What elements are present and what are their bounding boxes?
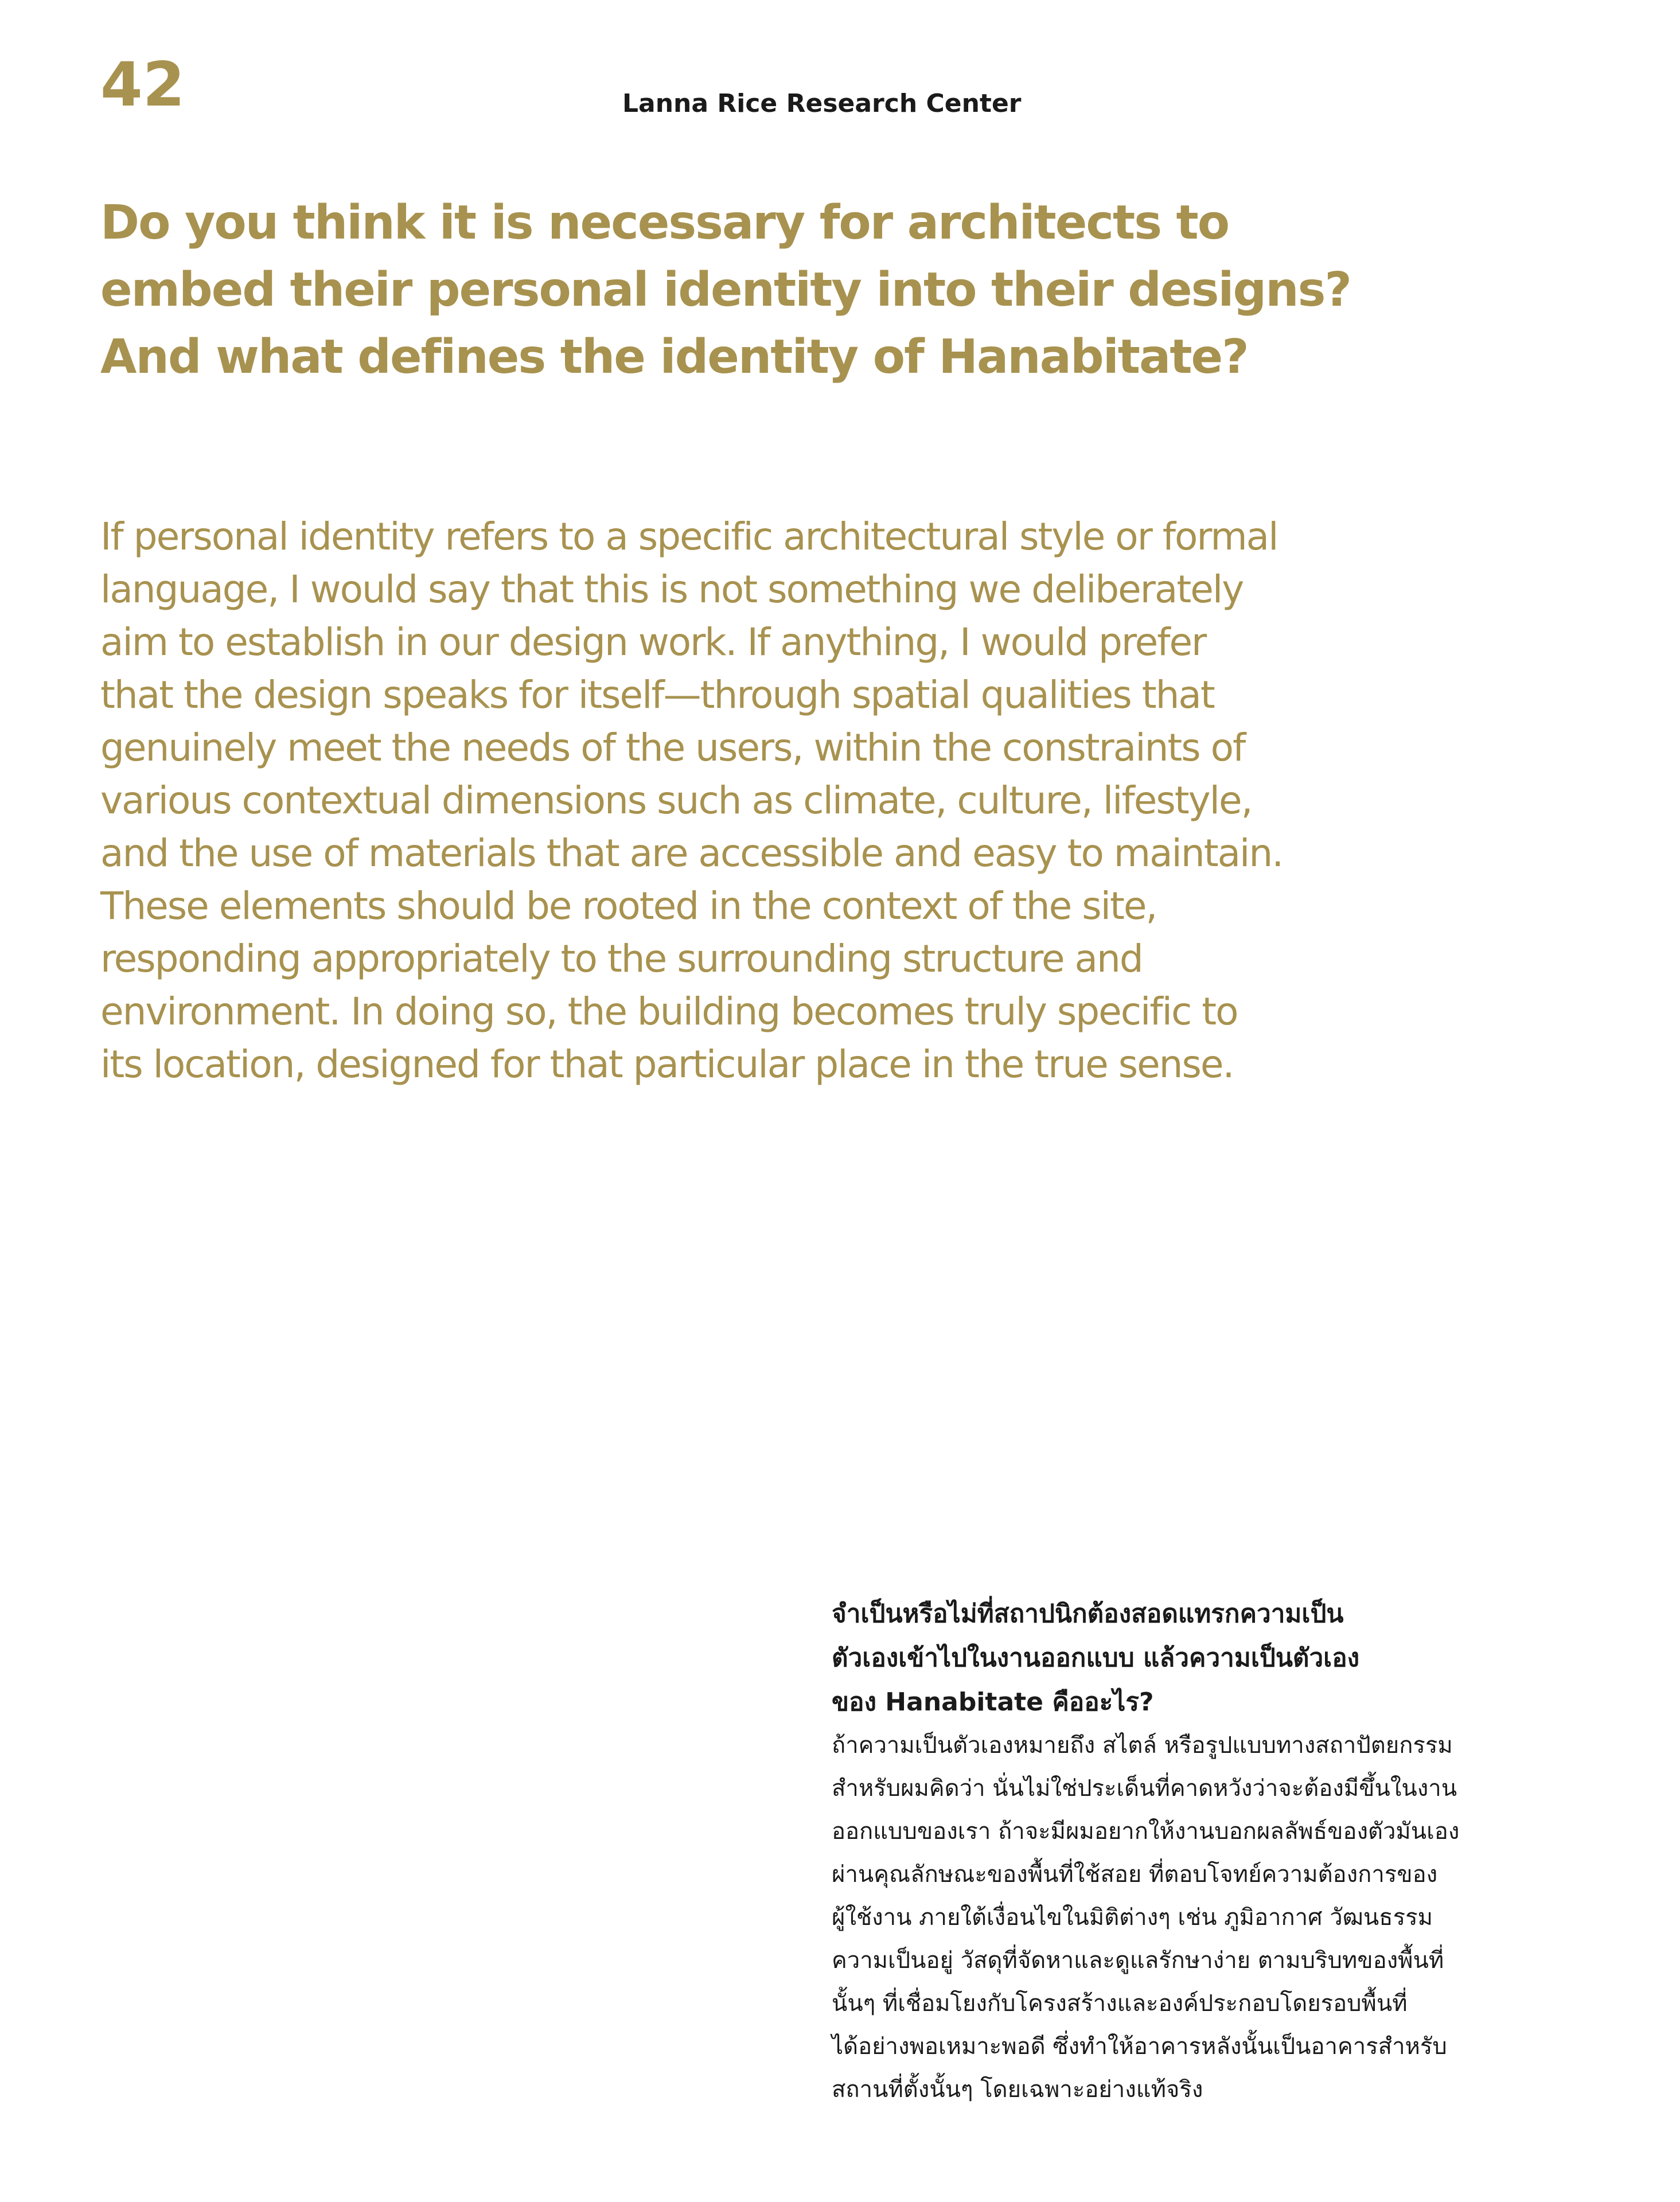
answer-th-line: สถานที่ตั้งนั้นๆ โดยเฉพาะอย่างแท้จริง bbox=[832, 2076, 1203, 2103]
answer-en-line: aim to establish in our design work. If anything, I would prefer bbox=[100, 620, 1206, 664]
page-number: 42 bbox=[100, 49, 185, 120]
answer-en-line: various contextual dimensions such as climate, culture, lifestyle, bbox=[100, 778, 1252, 823]
running-header: Lanna Rice Research Center bbox=[622, 89, 1022, 118]
answer-th-line: ความเป็นอยู่ วัสดุที่จัดหาและดูแลรักษาง่าย ตามบริบทของพื้นที่ bbox=[832, 1947, 1444, 1974]
question-en-line: Do you think it is necessary for architects to bbox=[100, 196, 1229, 250]
question-th-line: จำเป็นหรือไม่ที่สถาปนิกต้องสอดแทรกความเป็น bbox=[832, 1599, 1344, 1628]
question-en-line: And what defines the identity of Hanabitate? bbox=[100, 330, 1248, 384]
answer-th-line: ผ่านคุณลักษณะของพื้นที่ใช้สอย ที่ตอบโจทย์ความต้องการของ bbox=[832, 1861, 1438, 1888]
answer-paragraph-en bbox=[100, 510, 1362, 1091]
answer-th-line: สำหรับผมคิดว่า นั่นไม่ใช่ประเด็นที่คาดหวังว่าจะต้องมีขึ้นในงาน bbox=[832, 1775, 1457, 1802]
answer-en-line: genuinely meet the needs of the users, within the constraints of bbox=[100, 726, 1245, 770]
answer-en-line: and the use of materials that are accessible and easy to maintain. bbox=[100, 831, 1283, 875]
answer-en-line: These elements should be rooted in the context of the site, bbox=[100, 884, 1157, 928]
answer-th-line: นั้นๆ ที่เชื่อมโยงกับโครงสร้างและองค์ประกอบโดยรอบพื้นที่ bbox=[832, 1990, 1408, 2017]
answer-paragraph-th bbox=[832, 1724, 1577, 2111]
question-en-line: embed their personal identity into their designs? bbox=[100, 263, 1351, 317]
answer-th-line: ถ้าความเป็นตัวเองหมายถึง สไตล์ หรือรูปแบบทางสถาปัตยกรรม bbox=[832, 1732, 1453, 1759]
answer-en-line: its location, designed for that particular place in the true sense. bbox=[100, 1042, 1234, 1086]
answer-en-line: that the design speaks for itself—through spatial qualities that bbox=[100, 673, 1214, 717]
question-heading-th bbox=[832, 1592, 1577, 1724]
answer-th-line: ได้อย่างพอเหมาะพอดี ซึ่งทำให้อาคารหลังนั้นเป็นอาคารสำหรับ bbox=[832, 2033, 1447, 2060]
answer-en-line: language, I would say that this is not something we deliberately bbox=[100, 567, 1244, 611]
question-th-line: ของ Hanabitate คืออะไร? bbox=[832, 1687, 1154, 1717]
question-heading-en bbox=[100, 189, 1465, 391]
answer-en-line: If personal identity refers to a specific architectural style or formal bbox=[100, 515, 1278, 559]
question-th-line: ตัวเองเข้าไปในงานออกแบบ แล้วความเป็นตัวเอง bbox=[832, 1643, 1360, 1673]
answer-en-line: responding appropriately to the surrounding structure and bbox=[100, 937, 1143, 981]
thai-translation-block bbox=[832, 1592, 1577, 2111]
answer-en-line: environment. In doing so, the building becomes truly specific to bbox=[100, 989, 1238, 1034]
answer-th-line: ผู้ใช้งาน ภายใต้เงื่อนไขในมิติต่างๆ เช่น ภูมิอากาศ วัฒนธรรม bbox=[832, 1904, 1433, 1931]
answer-th-line: ออกแบบของเรา ถ้าจะมีผมอยากให้งานบอกผลลัพธ์ของตัวมันเอง bbox=[832, 1818, 1460, 1845]
